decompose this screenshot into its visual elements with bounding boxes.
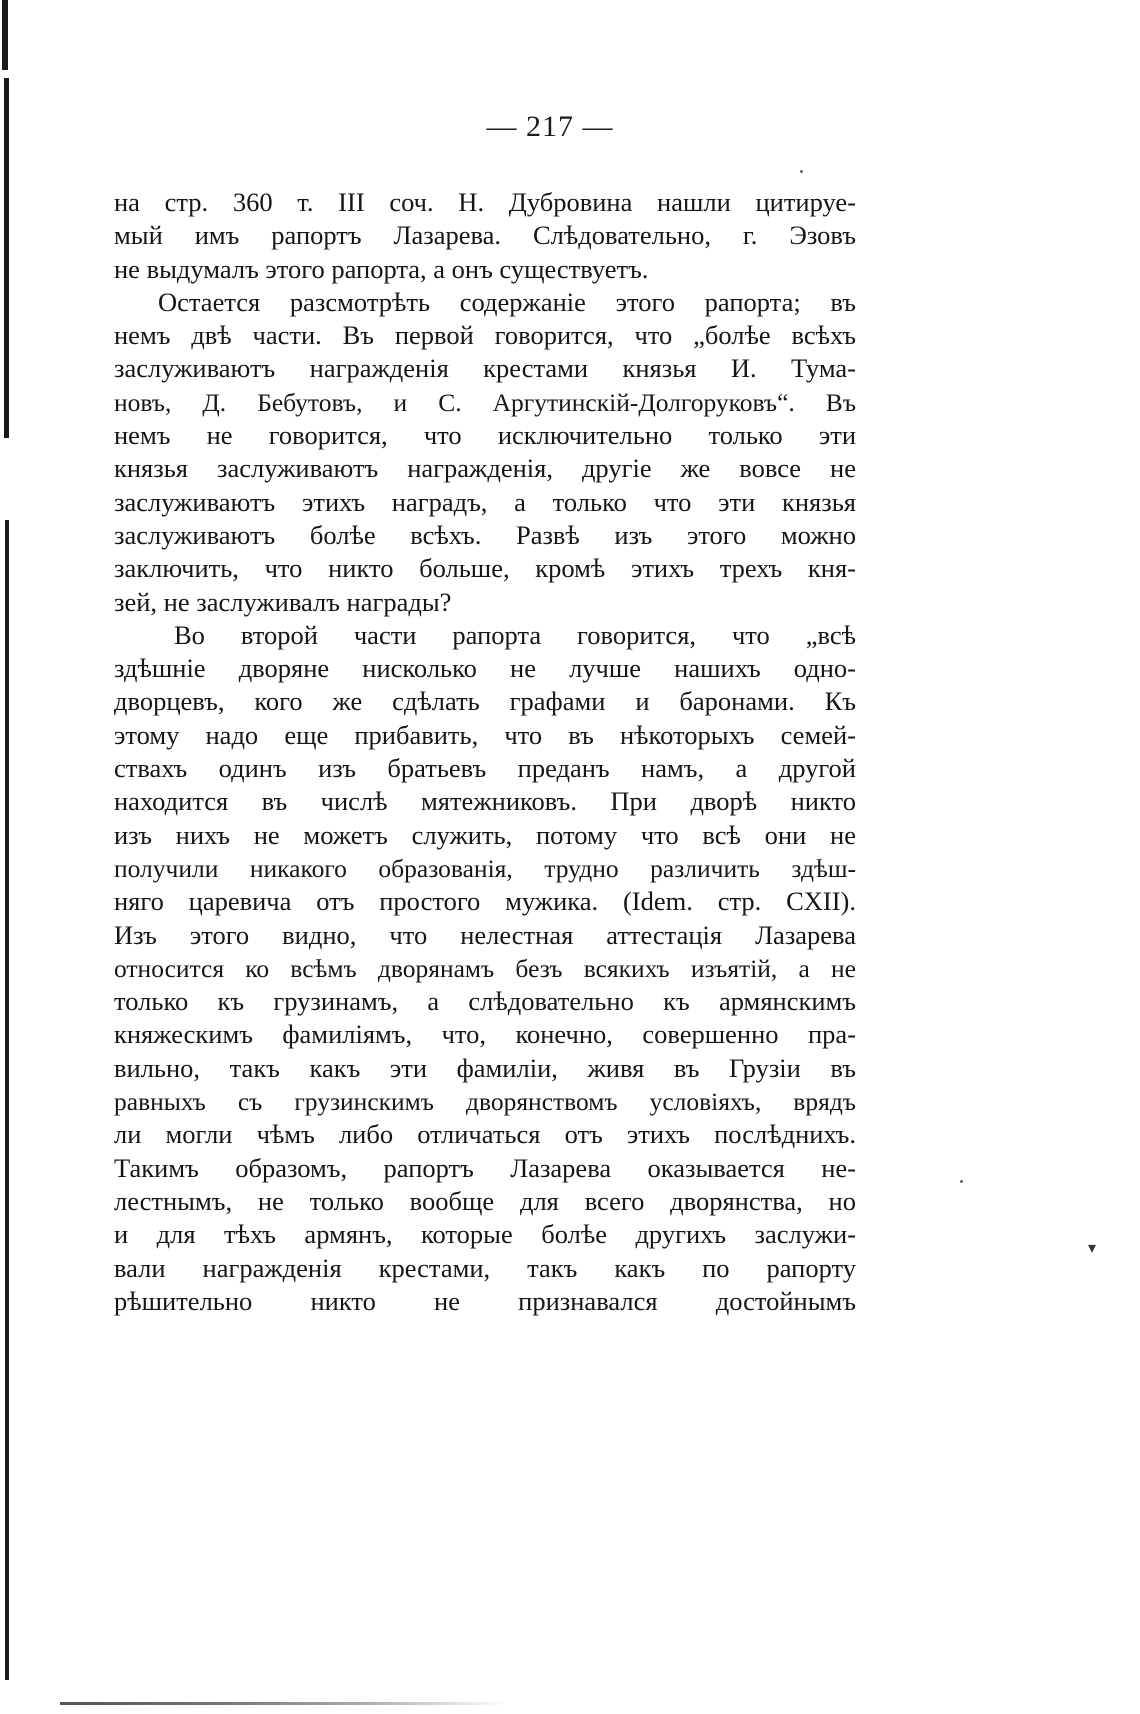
text-line: немъ двѣ части. Въ первой говорится, что „болѣе всѣхъ xyxy=(114,320,856,351)
text-line: равныхъ съ грузинскимъ дворянствомъ условіяхъ, врядъ xyxy=(114,1087,856,1117)
text-line: дворцевъ, кого же сдѣлать графами и баронами. Къ xyxy=(114,686,856,717)
text-line: Изъ этого видно, что нелестная аттестація Лазарева xyxy=(114,919,856,950)
text-line: ствахъ одинъ изъ братьевъ преданъ намъ, а другой xyxy=(114,753,856,784)
text-line: Во второй части рапорта говорится, что „всѣ xyxy=(174,619,856,650)
text-line: заслуживаютъ награжденія крестами князья И. Тума- xyxy=(114,353,856,384)
text-line: князья заслуживаютъ награжденія, другіе же вовсе не xyxy=(114,453,856,484)
text-line: здѣшніе дворяне нисколько не лучше нашихъ одно- xyxy=(114,653,856,684)
text-line: новъ, Д. Бебутовъ, и С. Аргутинскій-Долгоруковъ“. Въ xyxy=(114,387,856,417)
text-line: няго царевича отъ простого мужика. (Idem. стр. CXII). xyxy=(114,886,856,917)
text-line: не выдумалъ этого рапорта, а онъ существуетъ. xyxy=(114,253,649,284)
text-line: вали награжденія крестами, такъ какъ по рапорту xyxy=(114,1252,856,1283)
text-line: только къ грузинамъ, а слѣдовательно къ армянскимъ xyxy=(114,986,856,1017)
scan-speck xyxy=(800,170,803,173)
text-line: относится ко всѣмъ дворянамъ безъ всякихъ изъятій, а не xyxy=(114,953,856,983)
binding-edge xyxy=(2,0,8,70)
text-line: немъ не говорится, что исключительно только эти xyxy=(114,420,856,451)
text-line: получили никакого образованія, трудно различить здѣш- xyxy=(114,853,856,883)
body-text xyxy=(114,186,856,1318)
text-line: Такимъ образомъ, рапортъ Лазарева оказывается не- xyxy=(114,1152,856,1183)
text-line: ли могли чѣмъ либо отличаться отъ этихъ послѣднихъ. xyxy=(114,1119,856,1150)
text-line: этому надо еще прибавить, что въ нѣкоторыхъ семей- xyxy=(114,719,856,750)
binding-edge xyxy=(5,520,9,1680)
text-line: заслуживаютъ болѣе всѣхъ. Развѣ изъ этого можно xyxy=(114,519,856,550)
text-line: вильно, такъ какъ эти фамиліи, живя въ Грузіи въ xyxy=(114,1052,856,1083)
text-line: лестнымъ, не только вообще для всего дворянства, но xyxy=(114,1185,856,1216)
text-line: заслуживаютъ этихъ наградъ, а только что эти князья xyxy=(114,486,856,517)
text-line: княжескимъ фамиліямъ, что, конечно, совершенно пра- xyxy=(114,1019,856,1050)
text-line: изъ нихъ не можетъ служить, потому что всѣ они не xyxy=(114,819,856,850)
text-line: и для тѣхъ армянъ, которые болѣе другихъ заслужи- xyxy=(114,1219,856,1250)
text-line: находится въ числѣ мятежниковъ. При дворѣ никто xyxy=(114,786,856,817)
page-number: — 217 — xyxy=(486,110,614,143)
scan-edge-smudge xyxy=(60,1702,620,1705)
margin-mark: ▾ xyxy=(1087,1238,1096,1257)
text-line: Остается разсмотрѣть содержаніе этого рапорта; въ xyxy=(158,286,856,317)
text-line: заключить, что никто больше, кромѣ этихъ трехъ кня- xyxy=(114,553,856,584)
text-line: зей, не заслуживалъ награды? xyxy=(114,586,452,617)
text-line: мый имъ рапортъ Лазарева. Слѣдовательно, г. Эзовъ xyxy=(114,220,856,251)
text-line: рѣшительно никто не признавался достойнымъ xyxy=(114,1285,856,1316)
scan-speck xyxy=(960,1180,963,1183)
text-line: на стр. 360 т. III соч. Н. Дубровина нашли цитируе- xyxy=(114,187,856,217)
